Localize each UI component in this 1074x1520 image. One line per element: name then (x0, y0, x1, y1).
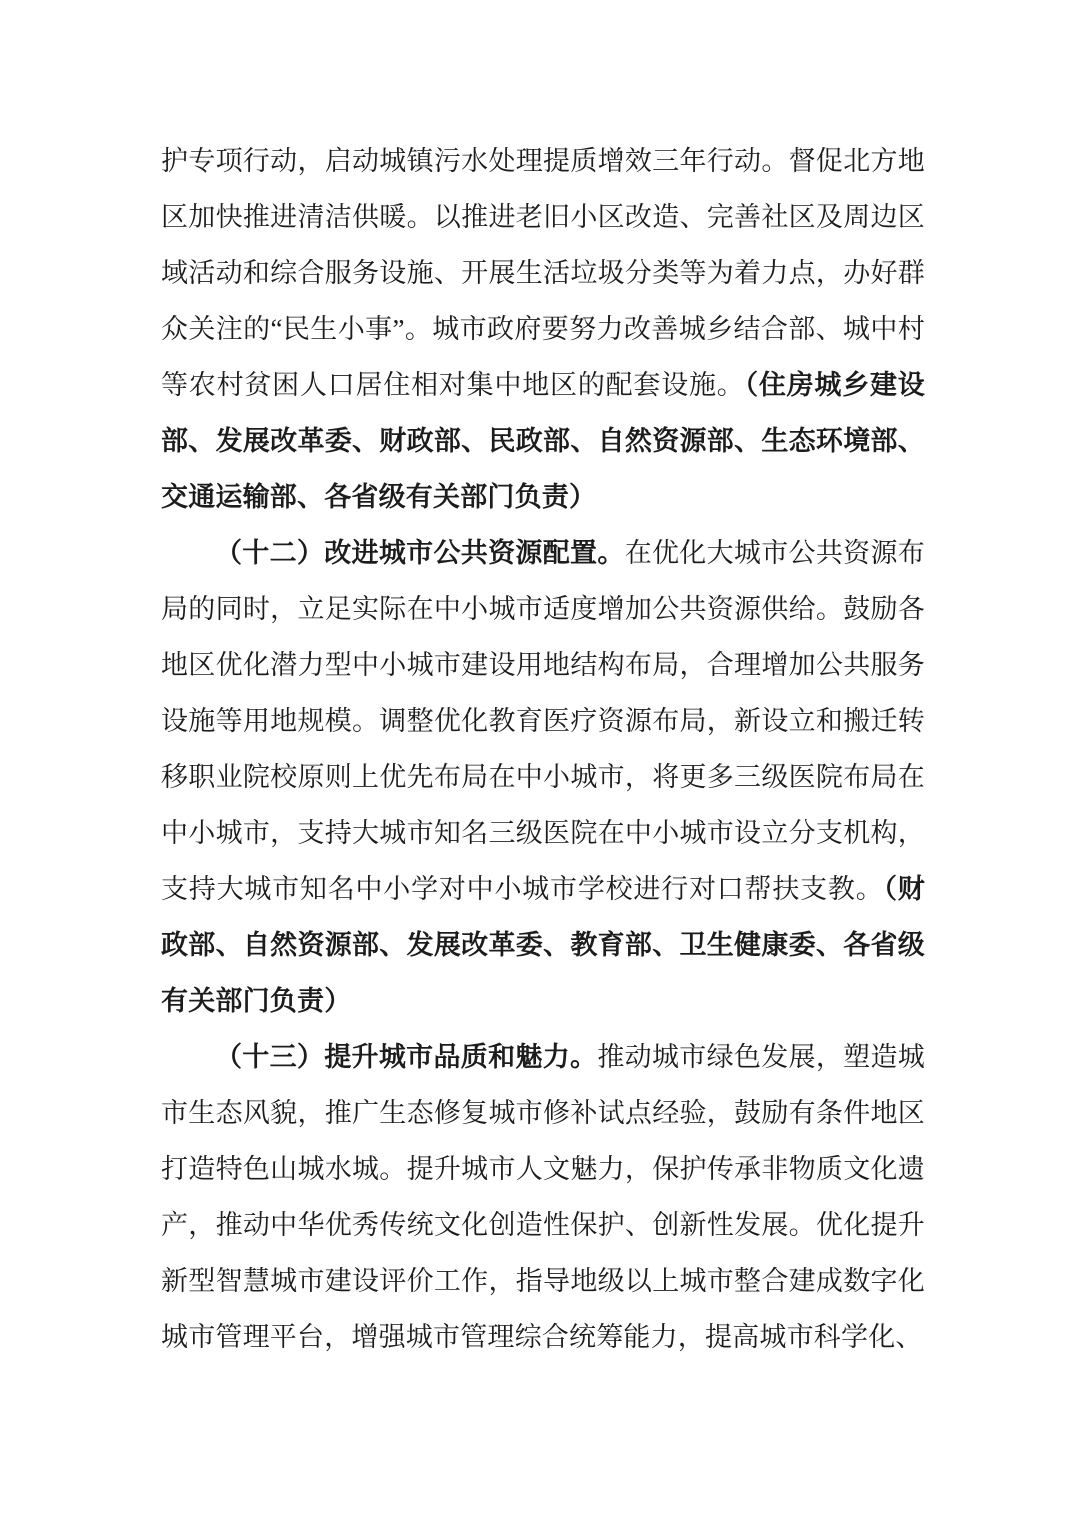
body-text: 在优化大城市公共资源布局的同时，立足实际在中小城市适度增加公共资源供给。鼓励各地区优化潜力型中小城市建设用地结构布局，合理增加公共服务设施等用地规模。调整优化教育医疗资源布局，新设立和搬迁转移职业院校原则上优先布局在中小城市，将更多三级医院布局在中小城市，支持大城市知名三级医院在中小城市设立分支机构，支持大城市知名中小学对中小城市学校进行对口帮扶支教。 (161, 538, 926, 904)
body-text: 推动城市绿色发展，塑造城市生态风貌，推广生态修复城市修补试点经验，鼓励有条件地区打造特色山城水城。提升城市人文魅力，保护传承非物质文化遗产，推动中华优秀传统文化创造性保护、创新性发展。优化提升新型智慧城市建设评价工作，指导地级以上城市整合建成数字化城市管理平台，增强城市管理综合统筹能力，提高城市科学化、 (161, 1042, 925, 1352)
paragraph (161, 525, 925, 1029)
responsibility-clause: （住房城乡建设部、发展改革委、财政部、民政部、自然资源部、生态环境部、交通运输部、各省级有关部门负责） (161, 370, 925, 512)
paragraph (161, 1029, 925, 1365)
section-heading: （十二）改进城市公共资源配置。 (215, 538, 625, 568)
responsibility-clause: （财政部、自然资源部、发展改革委、教育部、卫生健康委、各省级有关部门负责） (161, 874, 926, 1016)
section-heading: （十三）提升城市品质和魅力。 (215, 1042, 598, 1072)
body-text: 护专项行动，启动城镇污水处理提质增效三年行动。督促北方地区加快推进清洁供暖。以推进老旧小区改造、完善社区及周边区域活动和综合服务设施、开展生活垃圾分类等为着力点，办好群众关注的“民生小事”。城市政府要努力改善城乡结合部、城中村等农村贫困人口居住相对集中地区的配套设施。 (161, 146, 925, 400)
paragraph (161, 133, 925, 525)
document-body (161, 133, 925, 1365)
